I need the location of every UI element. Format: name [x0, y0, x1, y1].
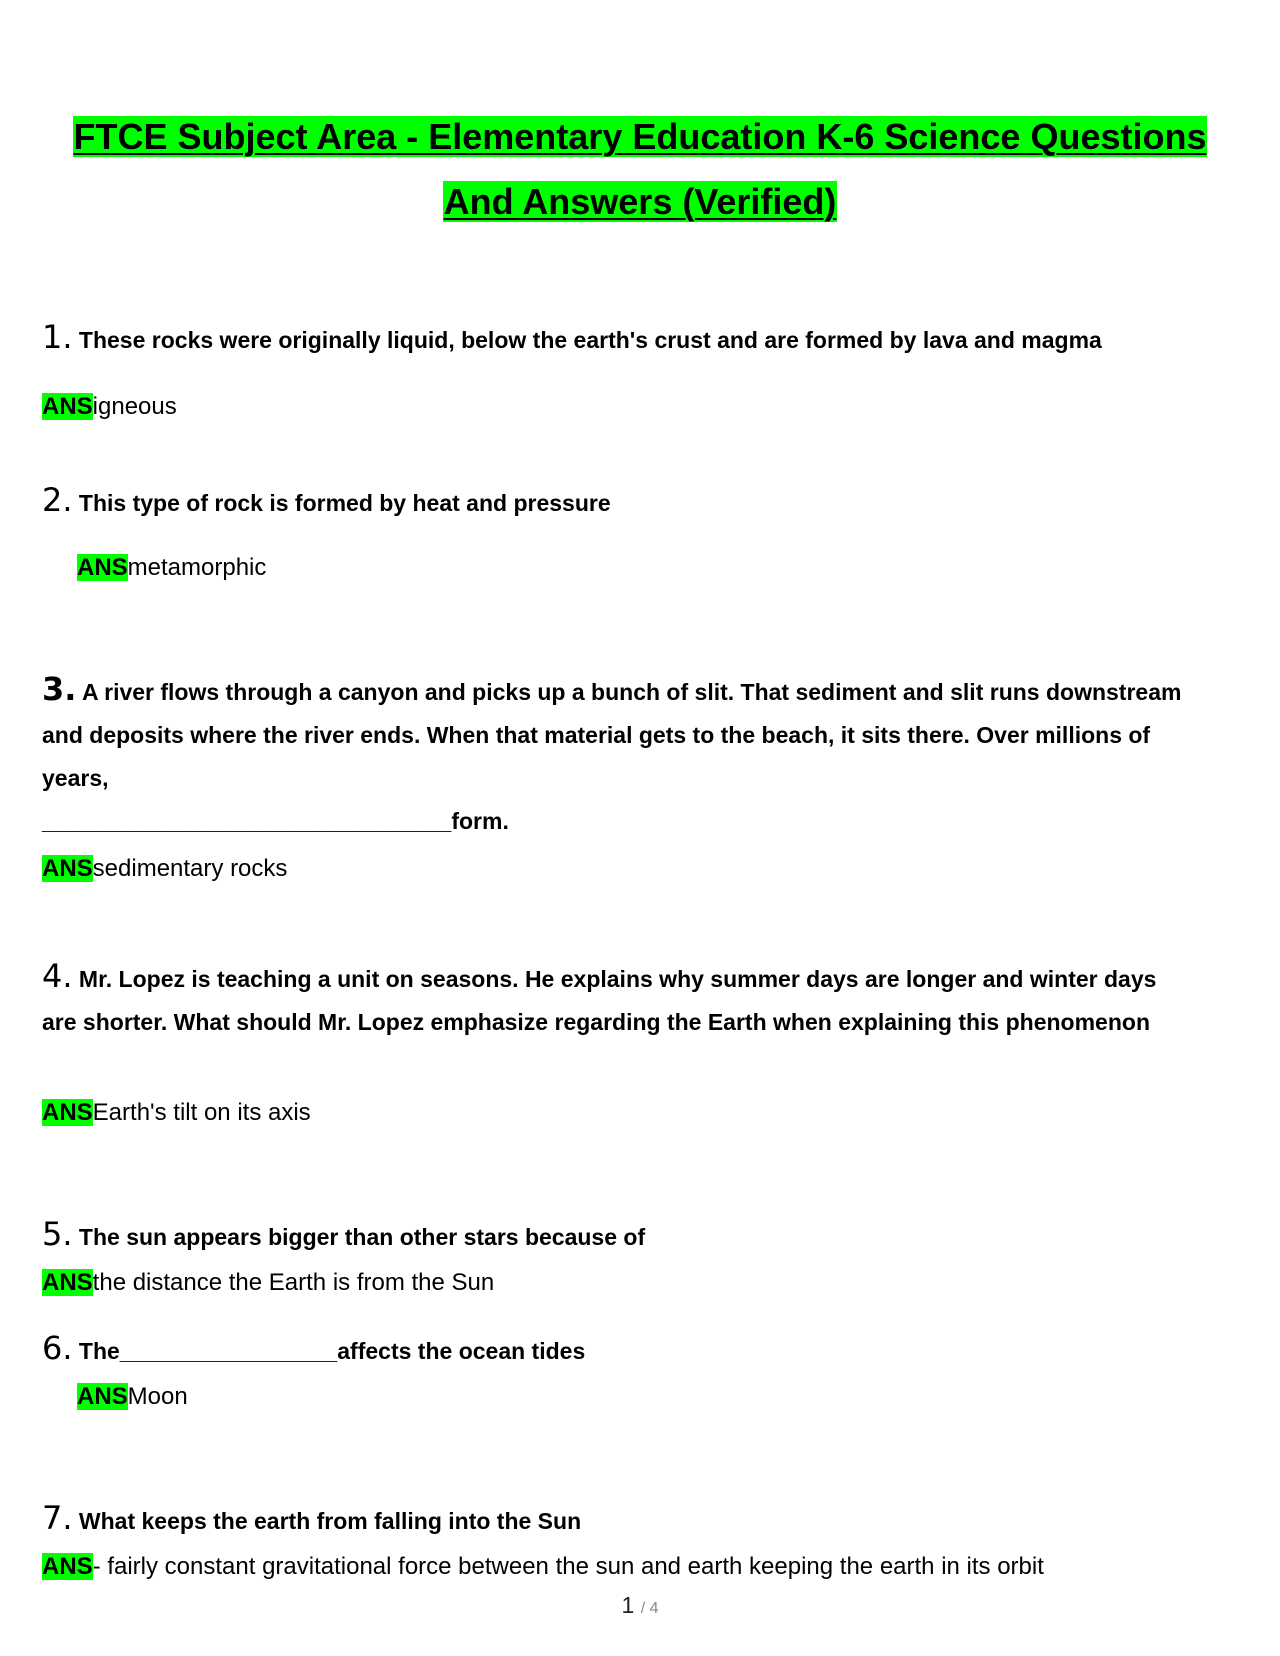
question-number: 1. [42, 318, 73, 356]
question-2 [42, 479, 611, 525]
answer-6 [77, 1382, 188, 1412]
answer-text: igneous [92, 393, 177, 420]
answer-text: Moon [127, 1383, 188, 1410]
question-number: 7. [42, 1499, 73, 1537]
question-number: 4. [42, 957, 73, 995]
answer-tag: ANS [42, 855, 93, 882]
question-number: 2. [42, 481, 73, 519]
question-text: What keeps the earth from falling into the Sun [78, 1508, 582, 1534]
question-text: The_________________affects the ocean tides [78, 1338, 586, 1364]
answer-tag: ANS [42, 1099, 93, 1126]
answer-tag: ANS [42, 1553, 93, 1580]
question-5 [42, 1213, 645, 1259]
question-text: These rocks were originally liquid, below the earth's crust and are formed by lava and magma [78, 327, 1102, 353]
answer-text: - fairly constant gravitational force between the sun and earth keeping the earth in its orbit [92, 1553, 1044, 1580]
question-number: 6. [42, 1329, 73, 1367]
total-pages: / 4 [640, 1600, 659, 1617]
question-4 [42, 955, 1192, 1044]
title-line-1: FTCE Subject Area - Elementary Education K-6 Science Questions [73, 116, 1207, 157]
question-7 [42, 1497, 581, 1543]
answer-3 [42, 854, 287, 884]
document-title [40, 104, 1240, 234]
title-line-2: And Answers (Verified) [443, 181, 837, 222]
answer-5 [42, 1268, 494, 1298]
answer-tag: ANS [42, 1269, 93, 1296]
question-blank: ________________________________form. [42, 808, 509, 834]
question-text: Mr. Lopez is teaching a unit on seasons. He explains why summer days are longer and winter days are shorter. What should Mr. Lopez emphasize regarding the Earth when explaining this phenomenon [42, 966, 1157, 1035]
answer-tag: ANS [77, 554, 128, 581]
answer-text: sedimentary rocks [92, 855, 288, 882]
current-page: 1 [621, 1592, 635, 1618]
question-text: The sun appears bigger than other stars because of [78, 1224, 646, 1250]
answer-2 [77, 553, 266, 583]
question-text: This type of rock is formed by heat and pressure [78, 490, 611, 516]
question-3 [42, 668, 1192, 843]
page-indicator [0, 1592, 1280, 1619]
answer-7 [42, 1552, 1044, 1582]
question-6 [42, 1327, 585, 1373]
question-number: 3. [42, 670, 77, 708]
answer-tag: ANS [42, 393, 93, 420]
answer-text: metamorphic [127, 554, 267, 581]
question-text: A river flows through a canyon and picks up a bunch of slit. That sediment and slit runs downstream and deposits where the river ends. When that material gets to the beach, it sits there. Over millions of years, [42, 679, 1182, 791]
answer-text: Earth's tilt on its axis [92, 1099, 311, 1126]
answer-4 [42, 1098, 311, 1128]
question-1 [42, 316, 1102, 362]
question-number: 5. [42, 1215, 73, 1253]
answer-tag: ANS [77, 1383, 128, 1410]
answer-1 [42, 392, 177, 422]
answer-text: the distance the Earth is from the Sun [92, 1269, 495, 1296]
